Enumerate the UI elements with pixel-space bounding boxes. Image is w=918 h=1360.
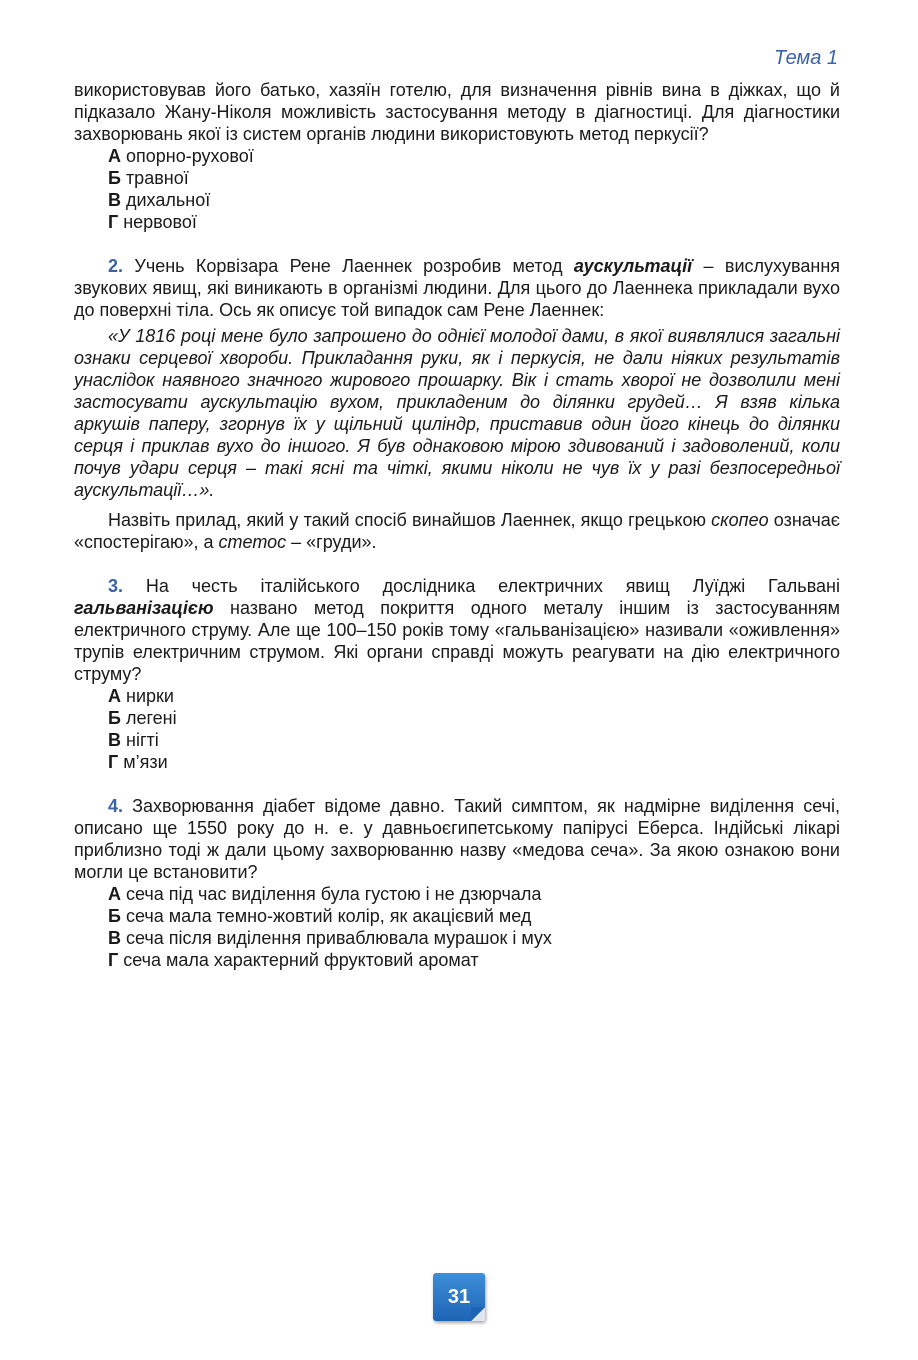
question-4-option-a: [74, 883, 840, 905]
option-letter: Б: [108, 708, 121, 728]
question-3-number: 3.: [108, 576, 124, 596]
option-letter: Б: [108, 168, 121, 188]
question-4-text-part: Захворювання діабет відоме давно. Такий симптом, як надмірне виділення сечі, описано ще 1550 року до н. е. у давньоєгипетському папірусі Еберса. Індійські лікарі приблизно тоді ж дали цьому захворюванню назву «медова сеча». За якою ознакою вони могли це встановити?: [74, 796, 840, 882]
option-letter: А: [108, 146, 121, 166]
question-1-option-d: [74, 211, 840, 233]
question-1-options: [74, 145, 840, 233]
question-1-option-b: [74, 167, 840, 189]
question-2-prompt-part: – «груди».: [286, 532, 377, 552]
question-2-text: [74, 255, 840, 321]
question-2-prompt: [74, 509, 840, 553]
option-letter: В: [108, 190, 121, 210]
question-4-option-c: [74, 927, 840, 949]
question-1-text: використовував його батько, хазяїн готелю, для визначення рівнів вина в діжках, що й підказало Жану-Ніколя можливість застосування методу в діагностиці. Для діагностики захворювань якої із систем органів людини використовують метод перкусії?: [74, 80, 840, 144]
laennec-quote: «У 1816 році мене було запрошено до однієї молодої дами, в якої виявлялися загальні ознаки серцевої хвороби. Прикладання руки, як і перкусія, не дали ніяких результатів унаслідок наявного значного жирового прошарку. Вік і стать хворої не дозволили мені застосувати аускультацію вухом, прикладеним до ділянки грудей… Я взяв кілька аркушів паперу, згорнув їх у щільний циліндр, приставив один його кінець до ділянки серця і приклав вухо до іншого. Я був однаковою мірою здивований і задоволений, коли почув удари серця – такі ясні та чіткі, якими ніколи не чув їх у разі безпосередньої аускультації…».: [74, 326, 840, 500]
question-2-text-part: Учень Корвізара Рене Лаеннек розробив метод: [123, 256, 574, 276]
option-text: нирки: [121, 686, 174, 706]
question-4-number: 4.: [108, 796, 124, 816]
option-text: травної: [120, 168, 189, 188]
option-letter: В: [108, 730, 121, 750]
greek-word-stetos: стетос: [218, 532, 287, 552]
option-letter: А: [108, 686, 121, 706]
page-content: [74, 79, 840, 971]
question-3-options: [74, 685, 840, 773]
question-4-option-b: [74, 905, 840, 927]
option-text: сеча після виділення приваблювала мурашок і мух: [121, 928, 552, 948]
question-3-text-part: На честь італійського дослідника електричних явищ Луїджі Гальвані: [123, 576, 840, 596]
option-text: сеча під час виділення була густою і не дзюрчала: [121, 884, 542, 904]
page-number: 31: [447, 1285, 471, 1308]
question-3-text: [74, 575, 840, 685]
option-text: нервової: [118, 212, 197, 232]
option-letter: Г: [108, 212, 119, 232]
option-letter: Г: [108, 950, 119, 970]
question-2-number: 2.: [108, 256, 124, 276]
question-1-option-c: [74, 189, 840, 211]
question-3-term: гальванізацією: [74, 598, 214, 618]
question-2-prompt-part: означає «спостерігаю», а: [74, 510, 840, 552]
option-letter: А: [108, 884, 121, 904]
page-curl-decoration: [471, 1307, 485, 1321]
question-4-options: [74, 883, 840, 971]
option-text: дихальної: [121, 190, 211, 210]
option-letter: Г: [108, 752, 119, 772]
question-2-term: аускультації: [573, 256, 693, 276]
question-2-prompt-part: Назвіть прилад, який у такий спосіб винайшов Лаеннек, якщо грецькою: [108, 510, 712, 530]
question-3-option-c: [74, 729, 840, 751]
question-3-option-a: [74, 685, 840, 707]
question-2-text-part: – вислухування звукових явищ, які виникають в організмі людини. Для цього до Лаеннека прикладали вухо до поверхні тіла. Ось як описує той випадок сам Рене Лаеннек:: [74, 256, 841, 320]
option-text: опорно-рухової: [121, 146, 254, 166]
question-4-text: [74, 795, 840, 883]
option-letter: Б: [108, 906, 121, 926]
question-3-text-part: названо метод покриття одного металу іншим із застосуванням електричного струму. Але ще 100–150 років тому «гальванізацією» називали «оживлення» трупів електричним струмом. Які органи справді можуть реагувати на дію електричного струму?: [74, 598, 840, 684]
option-letter: В: [108, 928, 121, 948]
question-4-option-d: [74, 949, 840, 971]
option-text: нігті: [121, 730, 159, 750]
question-3-option-d: [74, 751, 840, 773]
option-text: м’язи: [118, 752, 168, 772]
option-text: легені: [120, 708, 177, 728]
question-3-option-b: [74, 707, 840, 729]
option-text: сеча мала темно-жовтий колір, як акацієвий мед: [120, 906, 532, 926]
page-number-badge: [433, 1273, 485, 1321]
topic-header: Тема 1: [774, 47, 838, 69]
question-1-option-a: [74, 145, 840, 167]
option-text: сеча мала характерний фруктовий аромат: [118, 950, 479, 970]
greek-word-skopeo: скопео: [711, 510, 769, 530]
